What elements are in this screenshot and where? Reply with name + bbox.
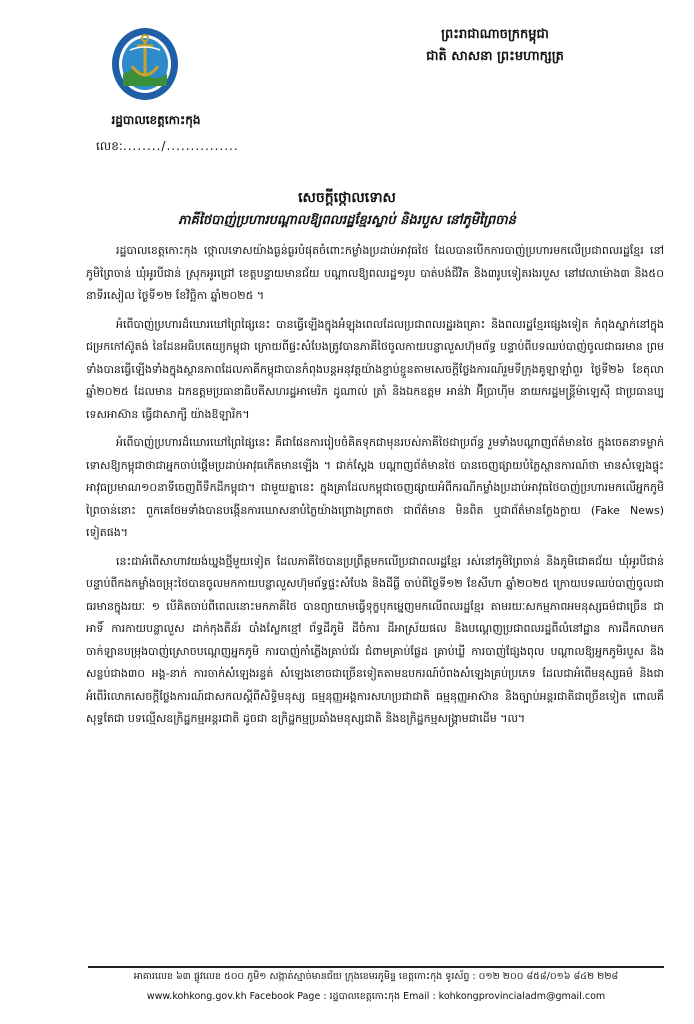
reference-value: ......../............... <box>122 139 239 153</box>
paragraph: រដ្ឋបាលខេត្តកោះកុង ថ្កោលទោសយ៉ាងធ្ងន់ធ្ងរបំផុតចំពោះកម្លាំងប្រដាប់អាវុធថៃ ដែលបានបើកការបាញ់ប្រហារមកលើប្រជាពលរដ្ឋខ្មែរ នៅភូមិព្រៃចាន់ ឃុំអូរបីជាន់ ស្រុកអូរជ្រៅ ខេត្តបន្ទាយមានជ័យ បណ្តាលឱ្យពលរដ្ឋ១រូប បាត់បង់ជីវិត និង៣រូបទៀតរងរបួស នៅវេលាម៉ោង៣ និង៥០ នាទីរសៀល ថ្ងៃទី១២ ខែវិច្ឆិកា ឆ្នាំ២០២៥ ។ <box>86 244 664 302</box>
kingdom-name: ព្រះរាជាណាចក្រកម្ពុជា <box>441 27 549 42</box>
provincial-seal-logo <box>110 26 180 102</box>
footer-contacts: www.kohkong.gov.kh Facebook Page : រដ្ឋបាលខេត្តកោះកុង Email : kohkongprovincialadm@gmail.com <box>146 991 606 1002</box>
paragraph: នេះជាអំពើសាហាវយង់ឃ្នងថ្មីមួយទៀត ដែលភាគីថៃបានប្រព្រឹត្តមកលើប្រជាពលរដ្ឋខ្មែរ រស់នៅភូមិព្រៃចាន់ និងភូមិជោគជ័យ ឃុំអូរបីជាន់ បន្ទាប់ពីកងកម្លាំងចម្រុះថៃបានចូលមកកាយបន្លាលួសហ៊ុមព័ទ្ធផ្ទះសំបែង និងដីធ្លី ចាប់ពីថ្ងៃទី១២ ខែសីហា ឆ្នាំ២០២៥ ក្រោយបទឈប់បាញ់ចូលជាធរមានក្នុងរយៈ ១ បើគិតចាប់ពីពេលនោះមកភាគីថៃ បានព្យាយាមធ្វើទុក្ខបុកម្នេញមកលើពលរដ្ឋខ្មែរ តាមរយៈសកម្មភាពអមនុស្សធម៌ជាច្រើន ជាអាទិ៍ ការកាយបន្លាលួស ដាក់កុងតឺន័រ បាំងស្លែកខ្មៅ ព័ទ្ធដីភូមិ ដីចំការ ដីអាស្រ័យផល និងបណ្តេញប្រជាពលរដ្ឋពីលំនៅដ្ឋាន ការដឹកលាមកចាក់ឡានបម្រុងបាញ់ស្រោចបណ្តេញអ្នកភូមិ ការបាញ់កាំភ្លើងគ្រាប់ជ័រ ជំពាមគ្រាប់ផ្លែដ គ្រាប់ឃ្លី ការបាញ់ផ្សែងពុល បណ្តាលឱ្យអ្នកភូមិរបួស និងសន្លប់ជាង៣០ អង្គ-នាក់ ការចាក់សំឡេងរន្ទត់ សំឡេងខោចជាច្រើនទៀតតាមឧបករណ៍បំពងសំឡេងគ្រប់ប្រភេទ ដែលជាអំពើមនុស្សធម៌ និងជាអំពើរំលោភសេចក្តីថ្លែងការណ៍ជាសកលស្តីពីសិទ្ធិមនុស្ស ធម្មនុញ្ញអង្គការសហប្រជាជាតិ ធម្មនុញ្ញអាស៊ាន និងច្បាប់អន្តរជាតិជាច្រើនទៀត ពោលគឺសុទ្ធតែជា បទល្មើសឧក្រិដ្ឋកម្មអន្តរជាតិ ដូចជា ឧក្រិដ្ឋកម្មប្រឆាំងមនុស្សជាតិ និងឧក្រិដ្ឋកម្មសង្គ្រាមជាដើម ។ល។ <box>86 554 664 725</box>
footer-divider <box>88 966 664 968</box>
paragraph: អំពើបាញ់ប្រហារដ៏ឃោរឃៅព្រៃផ្សៃនេះ គឺជាផែនការរៀបចំគិតទុកជាមុនរបស់ភាគីថៃជាប្រព័ន្ធ រួមទាំងបណ្តាញព័ត៌មានថៃ ក្នុងចេតនាទម្លាក់ទោសឱ្យកម្ពុជាថាជាអ្នកចាប់ផ្តើមប្រដាប់អាវុធកើតមានឡើង ។ ជាក់ស្តែង បណ្តាញព័ត៌មានថៃ បានចេញផ្សាយបំភ្លៃស្ថានការណ៍ថា មានសំឡេងផ្ទុះអាវុធប្រមាណ១០នាទីចេញពីទឹកដីកម្ពុជា។ ជាមួយគ្នានេះ ក្នុងគ្រាដែលកម្ពុជាចេញផ្សាយអំពីករណីកម្លាំងប្រដាប់អាវុធថៃបាញ់ប្រហារមកលើអ្នកភូមិព្រៃចាន់នោះ ពួកគេថែមទាំងបានបង្កើនការឃោសនាបំភ្លៃយ៉ាងព្រោងព្រាតថា ជាព័ត៌មាន មិនពិត ឬជាព័ត៌មានក្លែងក្លាយ (Fake News) ទៀតផង។ <box>86 436 664 539</box>
reference-label: លេខ: <box>96 139 123 153</box>
issuing-authority-name: រដ្ឋបាលខេត្តកោះកុង <box>111 113 201 127</box>
reference-number <box>96 138 239 156</box>
document-title: សេចក្តីថ្កោលទោស <box>298 190 396 206</box>
national-motto: ជាតិ សាសនា ព្រះមហាក្សត្រ <box>426 49 564 64</box>
document-body <box>86 240 664 940</box>
document-subtitle: ភាគីថៃបាញ់ប្រហារបណ្តាលឱ្យពលរដ្ឋខ្មែរស្លាប់ និងរបួស នៅភូមិព្រៃចាន់ <box>178 213 516 228</box>
footer-address: អាគារលេខ ៦៣ ផ្លូវលេខ ៥០០ ភូមិ១ សង្កាត់ស្មាច់មានជ័យ ក្រុងខេមរភូមិន្ទ ខេត្តកោះកុង ទូរស័ព្ទ : ០១២ ២០០ ៨៥៨/០១៦ ៨៤២ ២២៨ <box>133 971 619 982</box>
national-heading <box>380 24 610 68</box>
paragraph: អំពើបាញ់ប្រហារដ៏ឃោរឃៅព្រៃផ្សៃនេះ បានធ្វើឡើងក្នុងអំឡុងពេលដែលប្រជាពលរដ្ឋរងគ្រោះ និងពលរដ្ឋខ្មែរផ្សេងទៀត កំពុងស្នាក់នៅក្នុងជម្រកកៅស៊ូតង់ នៃដែនអធិបតេយ្យកម្ពុជា ក្រោយពីផ្ទះសំបែងត្រូវបានភាគីថៃចូលកាយបន្លាលួសហ៊ុមព័ទ្ធ បន្ទាប់ពីបទឈប់បាញ់ចូលជាធរមាន ព្រមទាំងបានធ្វើឡើងទាំងក្នុងស្ថានភាពដែលភាគីកម្ពុជាបានកំពុងបន្តអនុវត្តយ៉ាងខ្ជាប់ខ្ជួនតាមសេចក្តីថ្លែងការណ៍រួមទីក្រុងគូឡាឡាំពួរ ថ្ងៃទី២៦ ខែតុលា ឆ្នាំ២០២៥ ដែលមាន ឯកឧត្តមប្រធានាធិបតីសហរដ្ឋអាមេរិក ដូណាល់ ត្រាំ និងឯកឧត្តម អាន់វ៉ា អ៊ីប្រាហ៊ីម នាយករដ្ឋមន្ត្រីម៉ាឡេស៊ី ជាប្រធានប្បទេសអាស៊ាន ធ្វើជាសាក្សី យ៉ាងឱឡារិក។ <box>86 317 664 421</box>
